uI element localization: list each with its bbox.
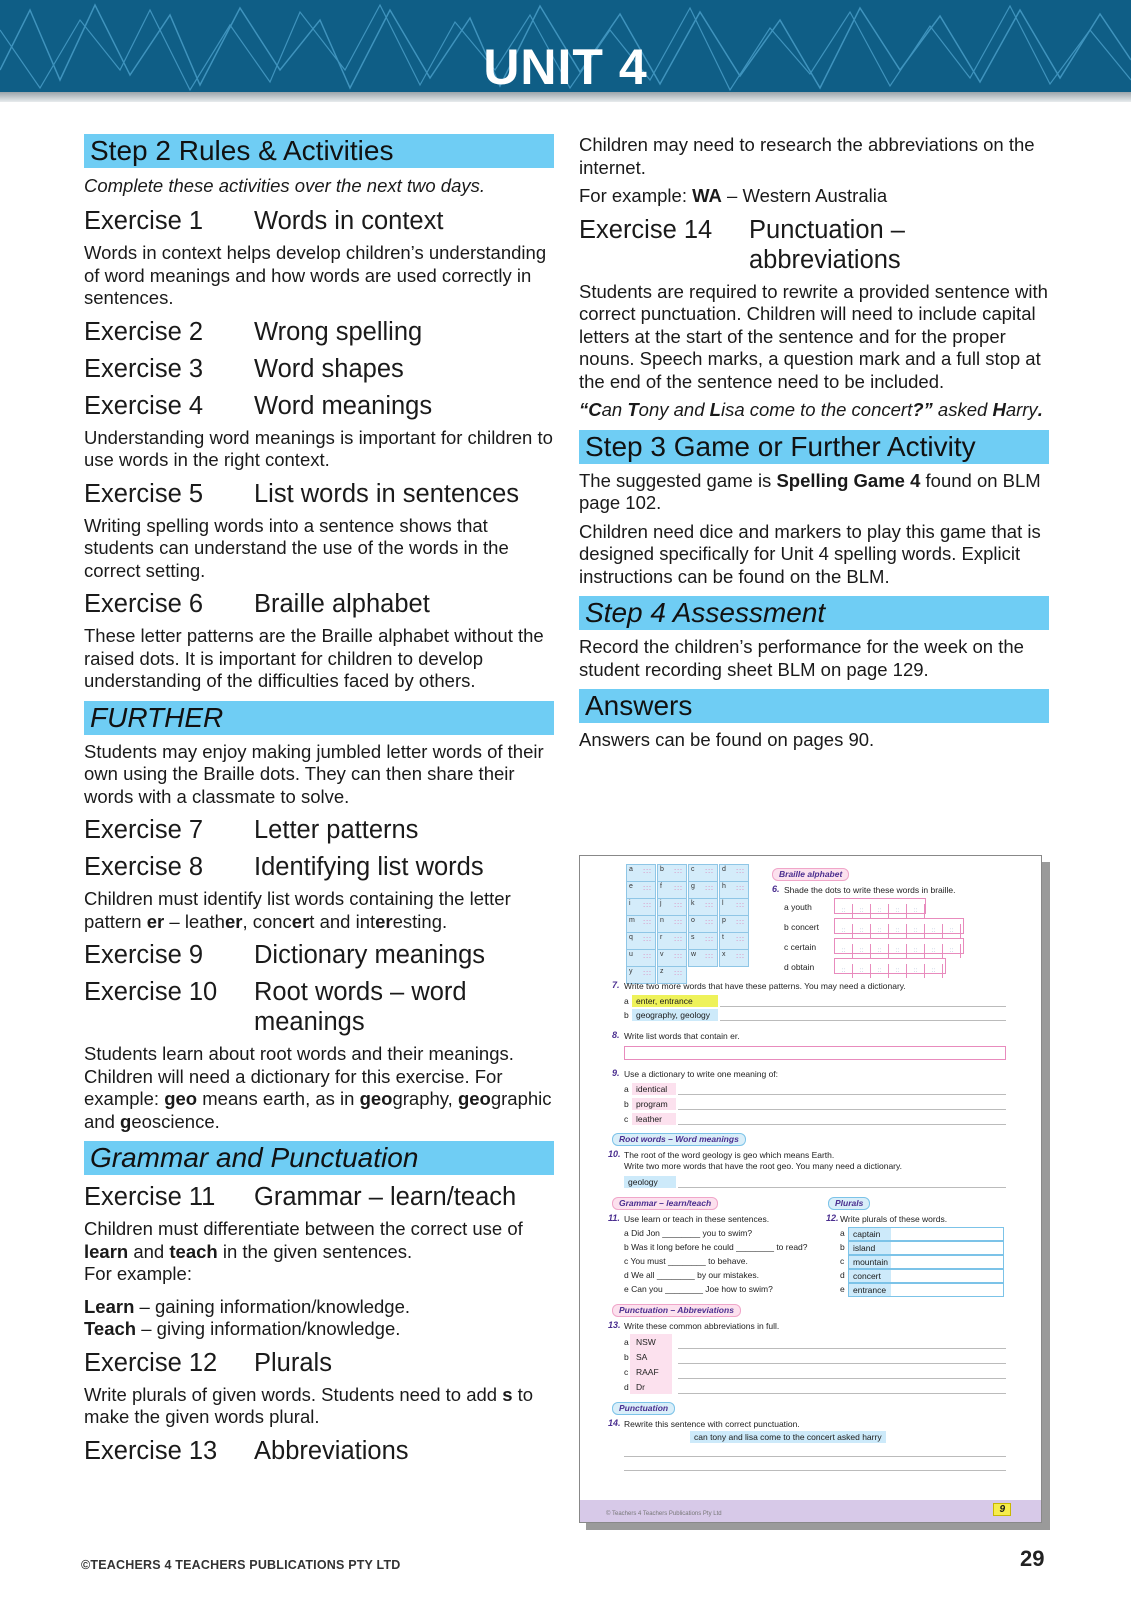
exercise-number: Exercise 12 xyxy=(84,1348,218,1377)
exercise-number: Exercise 3 xyxy=(84,354,204,383)
braille-alphabet-grid xyxy=(626,864,750,975)
q6-item-b: b concert xyxy=(784,922,819,932)
exercise-title: Punctuation – abbreviations xyxy=(749,215,905,274)
question-10-b: Write two more words that have the root geo. You many need a dictionary. xyxy=(624,1161,902,1171)
letter-e: e xyxy=(840,1284,845,1294)
q13-item-b: SA xyxy=(636,1352,648,1362)
question-12: Write plurals of these words. xyxy=(840,1214,948,1224)
braille-cell: i ::: xyxy=(626,898,656,916)
further-text: Students may enjoy making jumbled letter words of their own using the Braille dots. They can then share their words with a classmate to solve. xyxy=(84,740,544,807)
letter-a: a xyxy=(624,996,629,1006)
exercise-12-text: Write plurals of given words. Students need to add s to make the given words plural. xyxy=(84,1383,534,1427)
braille-cell: u ::: xyxy=(626,949,656,967)
exercise-title: Letter patterns xyxy=(254,816,419,844)
braille-cell: l ::: xyxy=(719,898,749,916)
braille-cell: e ::: xyxy=(626,881,656,899)
letter-d: d xyxy=(840,1270,845,1280)
page-number: 29 xyxy=(1020,1546,1045,1571)
exercise-number: Exercise 5 xyxy=(84,479,204,508)
question-10: The root of the word geology is geo which means Earth. xyxy=(624,1150,835,1160)
letter-c: c xyxy=(624,1114,629,1124)
exercise-title: Braille alphabet xyxy=(254,590,430,618)
abbreviations-text: Children may need to research the abbreviations on the internet. xyxy=(579,134,1035,178)
letter-b: b xyxy=(624,1352,629,1362)
tag-grammar: Grammar – learn/teach xyxy=(612,1197,718,1210)
question-number: 11. xyxy=(608,1213,620,1223)
exercise-title: Grammar – learn/teach xyxy=(254,1183,517,1211)
answers-heading: Answers xyxy=(579,689,1049,723)
letter-a: a xyxy=(840,1228,845,1238)
q12-item-c: mountain xyxy=(848,1255,1004,1269)
answer-line xyxy=(624,1456,1006,1457)
q10-item: geology xyxy=(624,1176,676,1188)
braille-cell: o ::: xyxy=(688,915,718,933)
worksheet-thumbnail xyxy=(579,855,1042,1523)
letter-a: a xyxy=(624,1084,629,1094)
example-sentence: “Can Tony and Lisa come to the concert?” asked Harry. xyxy=(579,399,1043,420)
learn-teach-definitions: Learn – gaining information/knowledge. Teach – giving information/knowledge. xyxy=(84,1295,411,1339)
letter-c: c xyxy=(840,1256,845,1266)
q12-item-a: captain xyxy=(848,1227,1004,1241)
braille-cell: y ::: xyxy=(626,966,656,984)
exercise-12 xyxy=(84,1348,554,1378)
answer-line xyxy=(678,1393,1006,1394)
q12-item-d: concert xyxy=(848,1269,1004,1283)
braille-cell: b ::: xyxy=(657,864,687,882)
exercise-number: Exercise 13 xyxy=(84,1436,218,1465)
step3-text-2: Children need dice and markers to play this game that is designed specifically for Unit 4 spelling words. Explicit instructions can be found on the BLM. xyxy=(579,520,1041,587)
braille-cell: n ::: xyxy=(657,915,687,933)
question-number: 10. xyxy=(608,1149,621,1159)
exercise-title: Plurals xyxy=(254,1348,332,1377)
q11-item-d: d We all ________ by our mistakes. xyxy=(624,1270,759,1280)
braille-cell: f ::: xyxy=(657,881,687,899)
footer-copyright: ©TEACHERS 4 TEACHERS PUBLICATIONS PTY LTD xyxy=(81,1558,401,1572)
q9-item-c: leather xyxy=(632,1113,676,1125)
further-heading: FURTHER xyxy=(84,701,554,735)
exercise-10-text: Students learn about root words and their meanings. Children will need a dictionary for this exercise. For example: geo means earth, as in geography, geographic and geoscience. xyxy=(84,1043,552,1132)
worksheet-footer-copyright: © Teachers 4 Teachers Publications Pty Ltd xyxy=(606,1511,722,1517)
q11-item-c: c You must ________ to behave. xyxy=(624,1256,748,1266)
tag-punctuation: Punctuation xyxy=(612,1402,675,1415)
exercise-6 xyxy=(84,589,554,619)
q12-item-e: entrance xyxy=(848,1283,1004,1297)
exercise-title: Word shapes xyxy=(254,354,404,383)
step4-text: Record the children’s performance for the week on the student recording sheet BLM on page 129. xyxy=(579,636,1024,680)
answer-line xyxy=(678,1109,1006,1110)
q6-item-c: c certain xyxy=(784,942,817,952)
exercise-title: List words in sentences xyxy=(254,479,520,508)
braille-answer-boxes: :: :: :: :: :: :: xyxy=(834,958,946,974)
braille-answer-boxes: :: :: :: :: :: xyxy=(834,898,926,914)
braille-cell: s ::: xyxy=(688,932,718,950)
answer-line xyxy=(678,1363,1006,1364)
question-number: 7. xyxy=(612,980,620,990)
exercise-6-text: These letter patterns are the Braille alphabet without the raised dots. It is important for children to develop understanding of the difficulties faced by others. xyxy=(84,625,544,691)
exercise-number: Exercise 7 xyxy=(84,816,204,844)
exercise-title: Word meanings xyxy=(254,391,433,420)
answer-line xyxy=(678,1187,1006,1188)
exercise-9 xyxy=(84,940,554,970)
exercise-title: Words in context xyxy=(254,207,444,235)
tag-root-words: Root words – Word meanings xyxy=(612,1133,746,1146)
exercise-14 xyxy=(579,215,1049,275)
question-number: 9. xyxy=(612,1068,620,1078)
answers-text: Answers can be found on pages 90. xyxy=(579,729,875,750)
grammar-heading: Grammar and Punctuation xyxy=(84,1141,554,1175)
step2-intro: Complete these activities over the next two days. xyxy=(84,175,486,196)
step3-text: The suggested game is Spelling Game 4 found on BLM page 102. xyxy=(579,469,1041,513)
braille-cell: q ::: xyxy=(626,932,656,950)
question-number: 12. xyxy=(826,1213,839,1223)
question-7: Write two more words that have these patterns. You may need a dictionary. xyxy=(624,981,906,991)
exercise-8-text: Children must identify list words containing the letter pattern er – leather, concert and interesting. xyxy=(84,888,511,932)
exercise-2 xyxy=(84,317,554,347)
braille-cell: c ::: xyxy=(688,864,718,882)
braille-cell: k ::: xyxy=(688,898,718,916)
q11-item-b: b Was it long before he could ________ to read? xyxy=(624,1242,808,1252)
right-column xyxy=(579,134,1049,756)
exercise-number: Exercise 8 xyxy=(84,853,204,881)
exercise-number: Exercise 9 xyxy=(84,941,204,969)
exercise-1-text: Words in context helps develop children’s understanding of word meanings and how words are used correctly in sentences. xyxy=(84,242,547,308)
braille-cell: j ::: xyxy=(657,898,687,916)
question-6: Shade the dots to write these words in braille. xyxy=(784,885,956,895)
question-14: Rewrite this sentence with correct punctuation. xyxy=(624,1419,800,1429)
q6-item-a: a youth xyxy=(784,902,812,912)
unit-title: UNIT 4 xyxy=(483,39,648,92)
step4-heading: Step 4 Assessment xyxy=(579,596,1049,630)
q13-item-c: RAAF xyxy=(636,1367,659,1377)
exercise-7 xyxy=(84,815,554,845)
braille-cell: r ::: xyxy=(657,932,687,950)
q9-item-b: program xyxy=(632,1098,676,1110)
q11-item-a: a Did Jon ________ you to swim? xyxy=(624,1228,753,1238)
letter-b: b xyxy=(624,1010,629,1020)
answer-line xyxy=(678,1348,1006,1349)
exercise-title: Abbreviations xyxy=(254,1436,409,1465)
exercise-title: Root words – word meanings xyxy=(254,978,467,1036)
braille-cell: m ::: xyxy=(626,915,656,933)
q13-item-a: NSW xyxy=(636,1337,656,1347)
exercise-4 xyxy=(84,391,554,421)
q7-item-a: enter, entrance xyxy=(632,995,718,1007)
letter-c: c xyxy=(624,1367,629,1377)
question-number: 6. xyxy=(772,884,780,894)
exercise-title: Identifying list words xyxy=(254,853,484,881)
exercise-3 xyxy=(84,354,554,384)
braille-cell: z ::: xyxy=(657,966,687,984)
step3-heading: Step 3 Game or Further Activity xyxy=(579,430,1049,464)
braille-cell: h ::: xyxy=(719,881,749,899)
braille-cell: v ::: xyxy=(657,949,687,967)
braille-cell: x ::: xyxy=(719,949,749,967)
braille-cell: t ::: xyxy=(719,932,749,950)
exercise-10 xyxy=(84,977,554,1037)
exercise-number: Exercise 14 xyxy=(579,215,713,244)
exercise-number: Exercise 11 xyxy=(84,1183,216,1211)
question-number: 14. xyxy=(608,1418,621,1428)
exercise-11-text: Children must differentiate between the correct use of learn and teach in the given sentences. For example: xyxy=(84,1218,523,1284)
exercise-13 xyxy=(84,1436,554,1466)
answer-line xyxy=(720,1006,1006,1007)
left-column xyxy=(84,134,554,1466)
exercise-title: Dictionary meanings xyxy=(254,941,486,969)
tag-abbreviations: Punctuation – Abbreviations xyxy=(612,1304,741,1317)
answer-line xyxy=(678,1094,1006,1095)
question-number: 13. xyxy=(608,1320,621,1330)
letter-d: d xyxy=(624,1382,629,1392)
tag-braille-alphabet: Braille alphabet xyxy=(772,868,849,881)
letter-b: b xyxy=(624,1099,629,1109)
q7-item-b: geography, geology xyxy=(632,1009,718,1021)
exercise-5-text: Writing spelling words into a sentence shows that students can understand the use of the words in the correct setting. xyxy=(84,514,509,581)
exercise-number: Exercise 10 xyxy=(84,978,218,1006)
tag-plurals: Plurals xyxy=(828,1197,870,1210)
exercise-4-text: Understanding word meanings is important for children to use words in the right context. xyxy=(84,426,553,470)
braille-answer-boxes: :: :: :: :: :: :: :: xyxy=(834,918,964,934)
q12-item-b: island xyxy=(848,1241,1004,1255)
answer-line xyxy=(678,1124,1006,1125)
abbreviation-example: For example: WA – Western Australia xyxy=(579,185,888,206)
exercise-5 xyxy=(84,479,554,509)
answer-line xyxy=(720,1020,1006,1021)
braille-cell: d ::: xyxy=(719,864,749,882)
q6-item-d: d obtain xyxy=(784,962,815,972)
q14-sentence: can tony and lisa come to the concert asked harry xyxy=(690,1431,886,1443)
question-11: Use learn or teach in these sentences. xyxy=(624,1214,770,1224)
exercise-number: Exercise 1 xyxy=(84,207,204,235)
braille-cell: w ::: xyxy=(688,949,718,967)
q13-item-d: Dr xyxy=(636,1382,645,1392)
question-number: 8. xyxy=(612,1030,620,1040)
question-8: Write list words that contain er. xyxy=(624,1031,740,1041)
question-13: Write these common abbreviations in full. xyxy=(624,1321,780,1331)
q8-answer-box xyxy=(624,1046,1006,1060)
braille-answer-boxes: :: :: :: :: :: :: :: xyxy=(834,938,964,954)
answer-line xyxy=(678,1378,1006,1379)
step2-heading: Step 2 Rules & Activities xyxy=(84,134,554,168)
q11-item-e: e Can you ________ Joe how to swim? xyxy=(624,1284,773,1294)
braille-cell: p ::: xyxy=(719,915,749,933)
braille-cell: a ::: xyxy=(626,864,656,882)
banner-shadow xyxy=(0,92,1131,102)
letter-b: b xyxy=(840,1242,845,1252)
exercise-14-text: Students are required to rewrite a provided sentence with correct punctuation. Children will need to include capital letters at the start of the sentence and for the proper nouns. Speech marks, a question mark and a full stop at the end of the sentence need to be included. xyxy=(579,280,1048,392)
worksheet-page-number: 9 xyxy=(993,1503,1011,1516)
answer-line xyxy=(624,1470,1006,1471)
exercise-number: Exercise 6 xyxy=(84,590,204,618)
exercise-number: Exercise 4 xyxy=(84,391,204,420)
exercise-8 xyxy=(84,852,554,882)
letter-a: a xyxy=(624,1337,629,1347)
q9-item-a: identical xyxy=(632,1083,676,1095)
exercise-title: Wrong spelling xyxy=(254,317,423,346)
unit-banner xyxy=(0,0,1131,92)
exercise-11 xyxy=(84,1182,554,1212)
exercise-number: Exercise 2 xyxy=(84,317,204,346)
braille-cell: g ::: xyxy=(688,881,718,899)
exercise-1 xyxy=(84,206,554,236)
question-9: Use a dictionary to write one meaning of: xyxy=(624,1069,779,1079)
